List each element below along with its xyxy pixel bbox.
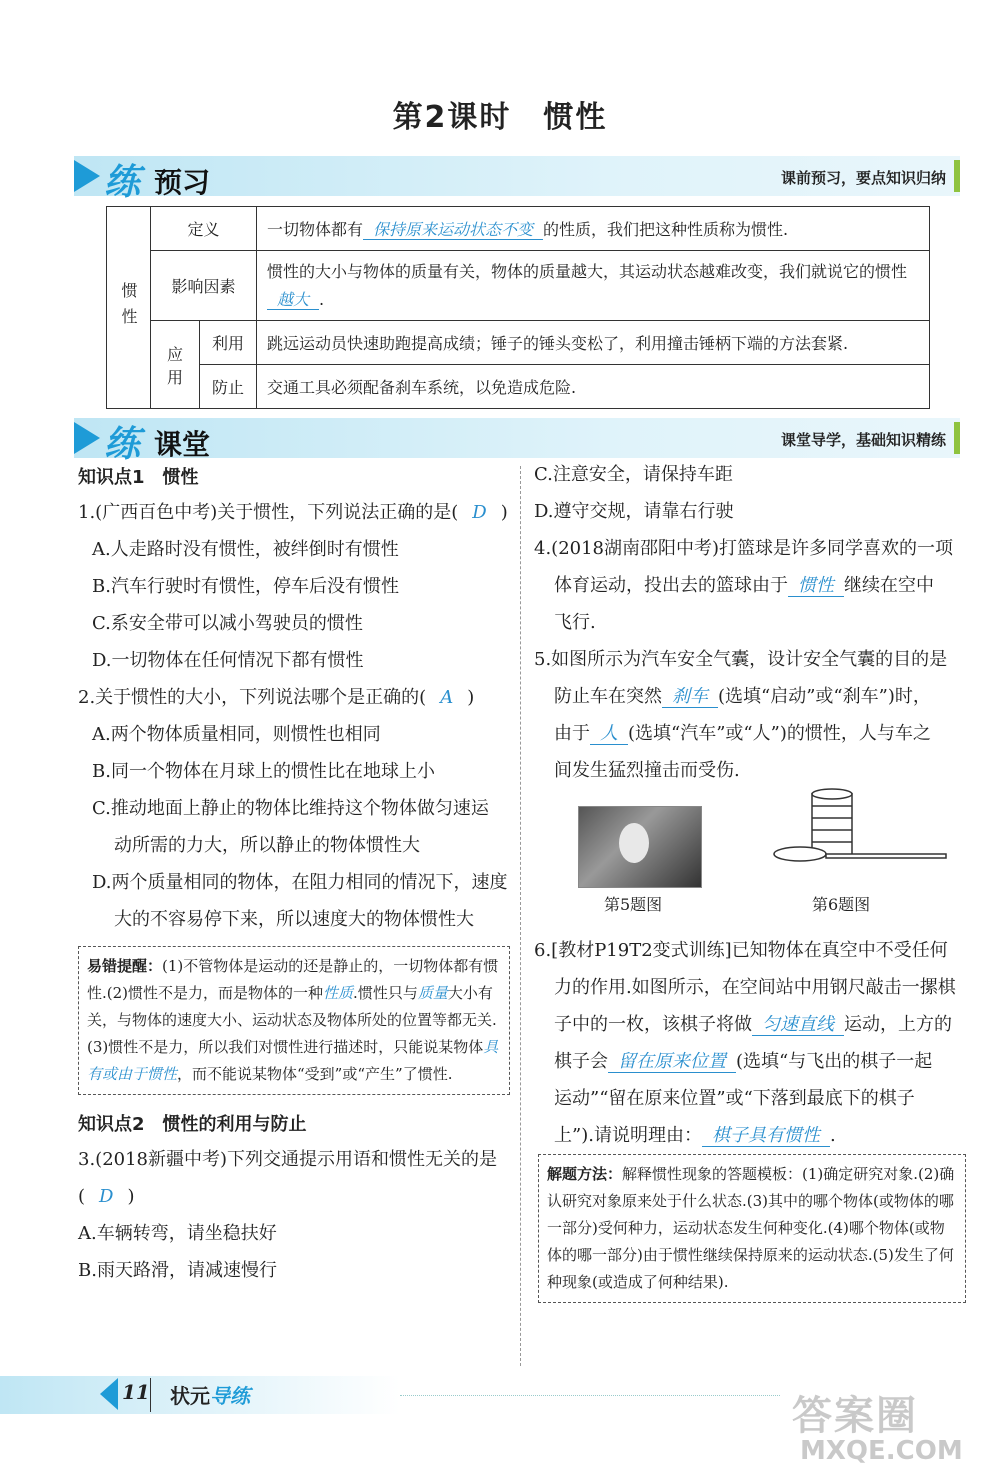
factor-cell: 惯性的大小与物体的质量有关，物体的质量越大，其运动状态越难改变，我们就说它的惯性越大 . (257, 251, 930, 321)
use-label: 利用 (200, 321, 257, 365)
table-main-label: 惯性 (107, 207, 151, 409)
inertia-table (106, 206, 930, 409)
option: B.汽车行驶时有惯性，停车后没有惯性 (92, 576, 399, 597)
q4: 4.(2018湖南邵阳中考)打篮球是许多同学喜欢的一项 体育运动，投出去的篮球由于 惯性 继续在空中 飞行. (534, 538, 954, 633)
option-cont: 动所需的力大，所以静止的物体惯性大 (114, 835, 420, 856)
answer: 惯性 (788, 575, 844, 597)
option: A.人走路时没有惯性，被绊倒时有惯性 (92, 539, 399, 560)
option: C.注意安全，请保持车距 (534, 464, 733, 485)
page-title: 第2课时 惯性 (392, 100, 608, 135)
factor-label: 影响因素 (151, 251, 257, 321)
classroom-subtitle: 课堂导学，基础知识精练 (780, 431, 946, 449)
answer: 匀速直线 (752, 1014, 844, 1036)
option: B.雨天路滑，请减速慢行 (78, 1260, 277, 1281)
option: C.系安全带可以减小驾驶员的惯性 (92, 613, 363, 634)
option-cont: 大的不容易停下来，所以速度大的物体惯性大 (114, 909, 474, 930)
def-cell: 一切物体都有 保持原来运动状态不变 的性质，我们把这种性质称为惯性. (257, 207, 930, 251)
answer: 留在原来位置 (608, 1051, 736, 1073)
preview-label: 预习 (154, 166, 211, 199)
airbag-photo (578, 806, 702, 888)
q6: 6.[教材P19T2变式训练]已知物体在真空中不受任何 力的作用.如图所示，在空间站中用钢尺敲击一摞棋 子中的一枚，该棋子将做 匀速直线 运动，上方的 棋子会 留在原来位置 (选填“与飞出的棋子一起 运动”“留在原来位置”或“下落到最底下的棋子 上”).请说明理由： 棋子具有惯性 . (534, 940, 956, 1146)
option: B.同一个物体在月球上的惯性比在地球上小 (92, 761, 435, 782)
arrow-icon (74, 422, 100, 454)
kp1-heading: 知识点1 惯性 (78, 467, 199, 488)
page-number: 11 (122, 1380, 150, 1404)
q5: 5.如图所示为汽车安全气囊，设计安全气囊的目的是 防止车在突然 刹车 (选填“启动”或“刹车”)时， 由于 人 (选填“汽车”或“人”)的惯性，人与车之 间发生猛烈撞击而受伤. (534, 649, 948, 781)
chess-stack-figure (770, 786, 950, 886)
classroom-banner (74, 418, 960, 465)
left-column (78, 462, 510, 1289)
fig6-caption: 第6题图 (812, 895, 871, 914)
q1 (78, 494, 510, 679)
prevent-label: 防止 (200, 365, 257, 409)
def-label: 定义 (151, 207, 257, 251)
answer: D (472, 502, 487, 523)
option: A.两个物体质量相同，则惯性也相同 (92, 724, 381, 745)
use-cell: 跳远运动员快速助跑提高成绩；锤子的锤头变松了，利用撞击锤柄下端的方法套紧. (257, 321, 930, 365)
answer: 人 (590, 723, 628, 745)
right-column (534, 456, 964, 789)
preview-subtitle: 课前预习，要点知识归纳 (780, 169, 946, 187)
kp2-heading: 知识点2 惯性的利用与防止 (78, 1114, 307, 1135)
answer: A (440, 687, 454, 708)
q1-stem: 1.(广西百色中考)关于惯性，下列说法正确的是( D ) (78, 502, 508, 523)
watermark-logo: 答案圈 (792, 1393, 918, 1439)
footer-line (400, 1395, 780, 1396)
option: D.一切物体在任何情况下都有惯性 (92, 650, 364, 671)
answer: 保持原来运动状态不变 (363, 220, 543, 240)
answer: 越大 (267, 290, 319, 310)
app-label: 应用 (151, 321, 200, 409)
answer: D (99, 1186, 114, 1207)
option: D.两个质量相同的物体，在阻力相同的情况下，速度 (92, 872, 508, 893)
prevent-cell: 交通工具必须配备刹车系统，以免造成危险. (257, 365, 930, 409)
watermark-url: MXQE.COM (800, 1436, 963, 1466)
method-tip: 解题方法：解释惯性现象的答题模板：(1)确定研究对象.(2)确认研究对象原来处于什么状态.(3)其中的哪个物体(或物体的哪一部分)受何种力，运动状态发生何种变化.(4)哪个物体(或物体的哪一部分)由于惯性继续保持原来的运动状态.(5)发生了何种现象(或造成了何种结果). (538, 1154, 966, 1303)
preview-banner (74, 156, 960, 203)
lian-icon: 练 (104, 162, 141, 203)
column-divider (520, 466, 521, 1366)
error-tip: 易错提醒：(1)不管物体是运动的还是静止的，一切物体都有惯性.(2)惯性不是力，而是物体的一种性质.惯性只与质量大小有关，与物体的速度大小、运动状态及物体所处的位置等都无关.(3)惯性不是力，所以我们对惯性进行描述时，只能说某物体具有或由于惯性，而不能说某物体“受到”或“产生”了惯性. (78, 946, 510, 1095)
lian-icon: 练 (104, 424, 141, 465)
q2 (78, 679, 510, 938)
brand: 状元导练 (170, 1384, 250, 1408)
option: C.推动地面上静止的物体比维持这个物体做匀速运 (92, 798, 489, 819)
q2-stem: 2.关于惯性的大小，下列说法哪个是正确的( A ) (78, 687, 475, 708)
footer-divider (150, 1378, 151, 1412)
banner-bar (954, 422, 960, 454)
classroom-label: 课堂 (154, 428, 211, 461)
answer: 棋子具有惯性 (702, 1125, 830, 1147)
option: D.遵守交规，请靠右行驶 (534, 501, 734, 522)
footer-arrow-icon (100, 1378, 118, 1410)
option: A.车辆转弯，请坐稳扶好 (78, 1223, 277, 1244)
q3-stem: 3.(2018新疆中考)下列交通提示用语和惯性无关的是 (78, 1149, 498, 1170)
arrow-icon (74, 160, 100, 192)
banner-bar (954, 160, 960, 192)
q3: 3.(2018新疆中考)下列交通提示用语和惯性无关的是 ( D ) A.车辆转弯，请坐稳扶好 B.雨天路滑，请减速慢行 (78, 1141, 510, 1289)
fig5-caption: 第5题图 (604, 895, 663, 914)
answer: 刹车 (662, 686, 718, 708)
